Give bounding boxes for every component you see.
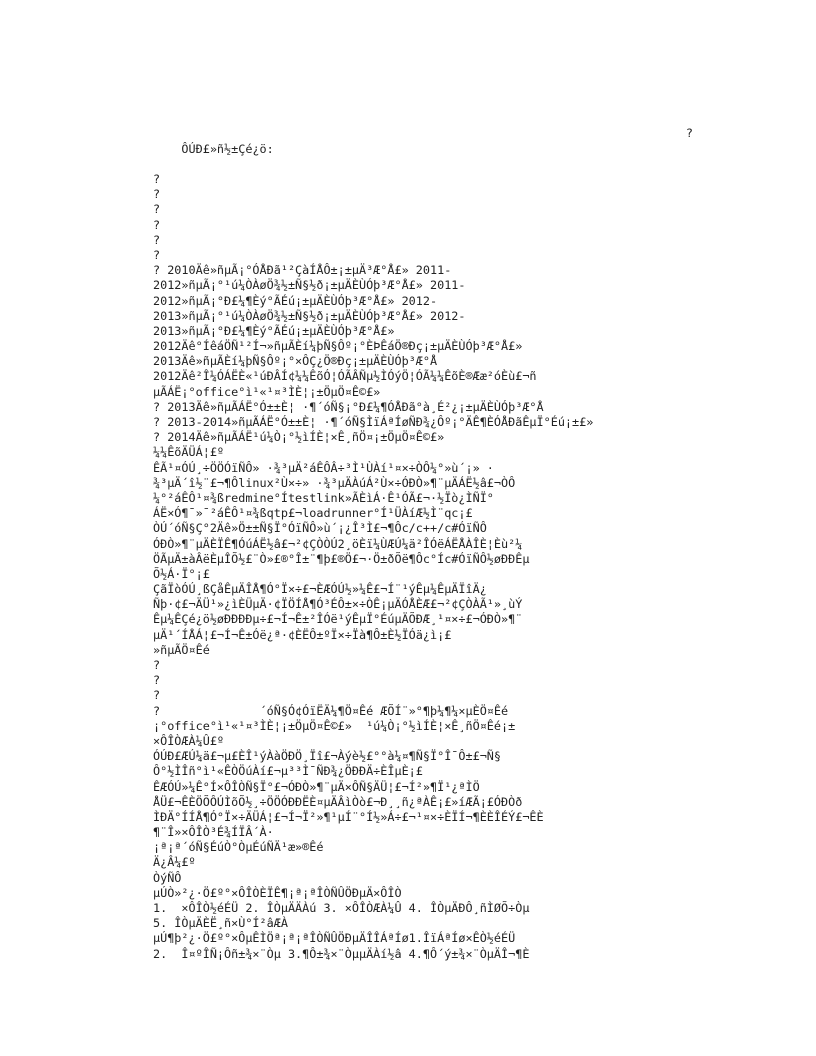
text-line: ? 2013-2014»ñµÃÁË°Ó±±È¦ ·¶´óÑ§ÌïÁªÍøÑÐ¾¿Ôº¡°ÄÊ¶ÈÓÅÐãÊµÏ°Éú¡±£» — [153, 415, 594, 429]
text-line: 5. ÎÒµÄÈË¸ñ×Ù°Í²âÆÀ — [153, 916, 288, 931]
text-line: ? — [153, 232, 161, 247]
text-line: ? — [153, 658, 161, 672]
document-page — [153, 96, 693, 977]
header-text: ÔÚÐ£»ñ½±Çé¿ö: — [181, 141, 274, 156]
text-line: ? — [153, 688, 161, 703]
text-line: ? — [153, 202, 161, 217]
text-line: ×ÔÎÒÆÀ¼Û£º — [153, 733, 225, 748]
text-line: ? — [153, 247, 161, 262]
text-line: ÓÚÐ£ÆÚ¼ä£¬µ£ÈÎ¹ýÀàÖÐÖ¸Ïî£¬Àýè½£°°à¼¤¶Ñ§Ï°Î¯Ô±£¬Ñ§ — [153, 749, 502, 764]
text-line: ÁË×Ó¶¯»¯²áÊÔ¹¤¾ßqtp£¬loadrunner°Í¹ÜÀíÆ½Ì¨qc¡£ — [153, 506, 473, 521]
text-line: ? — [153, 673, 161, 688]
header-line — [153, 126, 693, 156]
text-line: ? ´óÑ§Ó¢ÓïËÄ¼¶Ö¤Êé ÆÕÍ¨»°¶þ¼¶¼×µÈÖ¤Êé — [153, 703, 509, 718]
text-line: ¶¨Î»×ÔÎÒ³É¾ÍÏÂ´À· — [153, 825, 274, 840]
text-line: 2012»ñµÃ¡°¹ú¼ÒÀøÖ¾½±Ñ§½ð¡±µÄÈÙÓþ³Æ°Å£» 2011- — [153, 278, 466, 293]
text-line: Ä¿Â¼£º — [153, 855, 196, 870]
text-line: ¾³µÄ´î½¨£¬¶Ôlinux²Ù×÷» ·¾³µÄÀúÁ²Ù×÷ÓÐÒ»¶¨µÄÁË½â£¬ÒÔ — [153, 475, 516, 490]
text-line: ÇãÏòÓÚ¸ßÇåÊµÄÎÅ¶Ó°Ï×÷£¬ÈÆÓÚ½»¼Ê£¬Í¨¹ýÊµ¼ÊµÄÏîÄ¿ — [153, 582, 487, 597]
text-line: »ñµÃÖ¤Êé — [153, 642, 210, 657]
text-line: ÒÚ´óÑ§Ç°2Äê»Ö±±Ñ§Ï°ÓïÑÔ»ù´¡¿Î³Ì£¬¶Ôc/c++/c#ÓïÑÔ — [153, 521, 487, 536]
text-line: 2. Î¤ºÎÑ¡Ôñ±¾×¨Òµ 3.¶Ô±¾×¨ÒµµÄÀí½â 4.¶Ô´ý±¾×¨ÒµÄÎ¬¶È — [153, 946, 530, 961]
header-right-mark: ? — [685, 126, 693, 141]
text-line: Êµ¼ÊÇé¿ö½øÐÐÐÐµ÷£¬Í¬Ê±²ÎÓë¹ýÊµÏ°ÉúµÄÕÐÆ¸¹¤×÷£¬ÓÐÒ»¶¨ — [153, 612, 523, 627]
text-line: µÃÁË¡°office°ì¹«¹¤³ÌÈ¦¡±ÖµÖ¤Ê©£» — [153, 384, 381, 399]
text-line: 2012Äê°ÍêáÖÑ¹²Í¬»ñµÃÈí¼þÑ§Ôº¡°ÈÞÊáÖ®Ðç¡±µÄÈÙÓþ³Æ°Å£» — [153, 339, 523, 354]
document-body — [153, 172, 693, 962]
text-line: ÖÃµÄ±àÂëÈµÎÕ½£¨Ò»£®°Î±¨¶þ£®Ö£¬·Ö±ðÕë¶Ôc°Íc#ÓïÑÔ½øÐÐÊµ — [153, 551, 530, 566]
text-line: 2012»ñµÃ¡°Ð£¼¶Èý°ÃÉú¡±µÄÈÙÓþ³Æ°Å£» 2012- — [153, 293, 438, 308]
text-line: Ñþ·¢£¬ÄÜ¹»¿ìÈÜµÄ·¢ÏÖÍÅ¶Ó³ÉÔ±×÷ÒÊ¡µÄÓÅÈÆ£¬²¢ÇÒÀÃ¹»¸ùÝ — [153, 597, 523, 612]
text-line: ÊÃ¹¤ÓÚ¸÷ÖÖÓïÑÔ» ·¾³µÄ²áÊÔÂ÷³Ì¹ÙÀí¹¤×÷ÒÔ¼°»ù´¡» · — [153, 460, 494, 475]
text-line: µÚÒ»²¿·Ö£º°×ÔÎÒÈÏÊ¶¡ª¡ªÎÒÑÛÖÐµÄ×ÔÎÒ — [153, 885, 402, 900]
text-line: ¡ª¡ª´óÑ§ÉúÒ°ÒµÉúÑÄ¹æ»®Êé — [153, 840, 324, 855]
text-line: Ô°½ÌÎñ°ì¹«ÊÒÖúÀí£¬µ³³Ì¯ÑÐ¾¿ÖÐÐÄ÷ÈÎµÈ¡£ — [153, 764, 423, 779]
text-line: ÊÆÓÚ»¼Ê°Í×ÔÎÒÑ§Ï°£¬ÓÐÒ»¶¨µÄ×ÔÑ§ÄÜ¦£¬Í²»¶Ï¹¿ªÌÖ — [153, 779, 480, 794]
text-line: ? — [153, 217, 161, 232]
text-line: 2013Äê»ñµÃÈí¼þÑ§Ôº¡°×ÔÇ¿Ö®Ðç¡±µÄÈÙÓþ³Æ°Å — [153, 354, 438, 369]
text-line: ? 2014Äê»ñµÃÁË¹ú¼Ò¡°½ìÍÈ¦×Ê¸ñÖ¤¡±ÖµÖ¤Ê©£» — [153, 430, 445, 445]
text-line: ¼°²áÊÔ¹¤¾ßredmine°Ítestlink»ÃÈìÁ·Ê¹ÓÃ£¬·½Ïò¿ÌÑÏ° — [153, 490, 494, 505]
text-line: ÒýÑÔ — [153, 870, 182, 885]
text-line: ? — [153, 187, 161, 202]
text-line: ¼¼ÊõÄÜÁ¦£º — [153, 445, 225, 460]
text-line: ÌÐÄ°ÍÍÅ¶Ó°Ï×÷ÄÜÁ¦£¬Í¬Ï²»¶¹µÍ¨°Í½»Á÷£¬¹¤×÷ÈÏÍ¬¶ÈÈÎÉÝ£¬ÊÈ — [153, 809, 544, 824]
text-line: Õ½Á·Ï°¡£ — [153, 566, 210, 581]
text-line: µÄ¹´ÍÅÁ¦£¬Í¬Ê±Óë¿ª·¢ÈËÔ±ºÏ×÷Ïà¶Ô±È½ÏÓä¿ì¡£ — [153, 627, 452, 642]
text-line: µÚ¶þ²¿·Ö£º°×ÔµÊÌÖª¡ª¡ªÎÒÑÛÖÐµÄÎÎÁªÍø1.ÎïÁªÍø×ÊÒ½éÉÜ — [153, 931, 516, 946]
text-line: 2013»ñµÃ¡°Ð£¼¶Èý°ÃÉú¡±µÄÈÙÓþ³Æ°Å£» — [153, 323, 395, 338]
text-line: ¡°office°ì¹«¹¤³ÌÈ¦¡±ÖµÖ¤Ê©£» ¹ú¼Ò¡°½ìÍÈ¦×Ê¸ñÖ¤Êé¡± — [153, 718, 516, 733]
text-line: ÓÐÒ»¶¨µÄÈÏÊ¶ÓúÁË½â£¬²¢ÇÒÒÚ2¸öÈï¼ÙÆÚ¼ä²ÎÓëÁËÅÀÎÈ¦Èù²¼ — [153, 536, 523, 551]
text-line: ? — [153, 172, 161, 186]
text-line: 1. ×ÔÎÒ½éÉÜ 2. ÎÒµÄÄÀú 3. ×ÔÎÒÆÀ¼Û 4. ÎÒµÄÐÔ¸ñÌØÕ÷Òµ — [153, 901, 530, 915]
text-line: ? 2013Äê»ñµÃÁË°Ó±±È¦ ·¶´óÑ§¡°Ð£¼¶ÓÅÐã°à¸É²¿¡±µÄÈÙÓþ³Æ°Å — [153, 399, 544, 414]
text-line: ? 2010Äê»ñµÃ¡°ÓÅÐã¹²ÇàÍÅÔ±¡±µÄ³Æ°Å£» 2011- — [153, 263, 452, 278]
text-line: 2013»ñµÃ¡°¹ú¼ÒÀøÖ¾½±Ñ§½ð¡±µÄÈÙÓþ³Æ°Å£» 2012- — [153, 308, 466, 323]
text-line: 2012Äê²Î¼ÓÁËÈ«¹úÐÂÍ¢¼¼ÊõÓ¦ÓÃÂÑµ½ÌÓýÖ¦ÓÃ¼¼ÊõÈ®Ææ²óÈù£¬ñ — [153, 369, 537, 384]
text-line: ÅÜ£¬ÊÈÖÕÔÚÌõÕ½¸÷ÖÖÓÐÐËÈ¤µÄÂìÒò£¬Ð¸¸ñ¿ªÀÊ¡£»íÆÃ¡£ÓÐÒð — [153, 794, 523, 809]
